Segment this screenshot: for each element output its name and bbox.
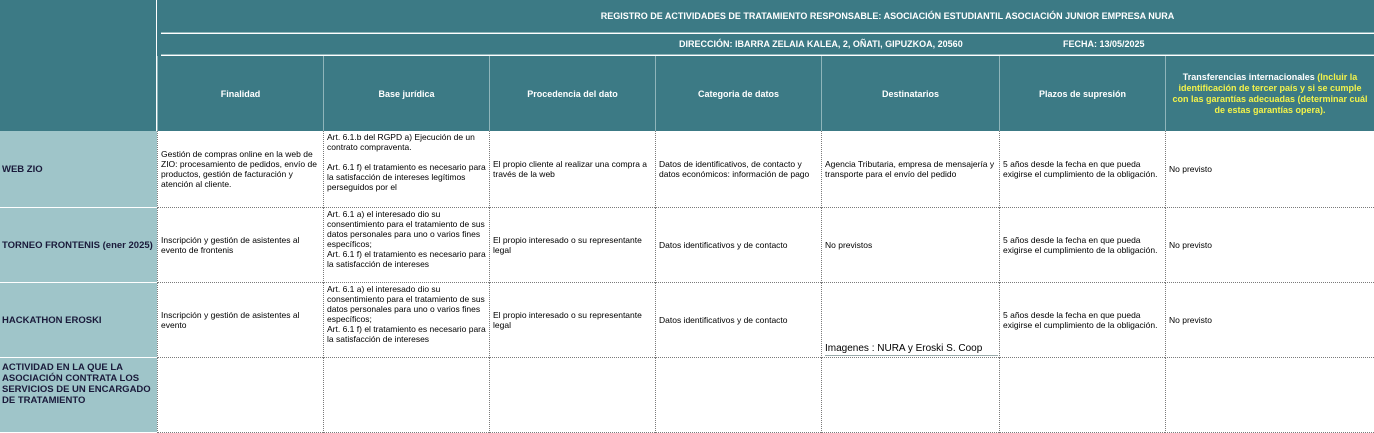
cell-base-juridica[interactable]: Art. 6.1 a) el interesado dio su consentimiento para el tratamiento de sus datos personales para uno o varios fines específicos; Art. 6.1 f) el tratamiento es necesario para la satisfacción de intereses — [323, 208, 489, 283]
row-label-hackathon-eroski[interactable] — [0, 283, 157, 358]
address-text: DIRECCIÓN: IBARRA ZELAIA KALEA, 2, OÑATI, GIPUZKOA, 20560 — [679, 39, 963, 49]
col-header-transferencias-note: (Incluir la identificación de tercer país y si se cumple con las garantías adecuadas (determinar cuál de estas garantías opera). — [1172, 71, 1368, 115]
address-row[interactable] — [161, 34, 1374, 55]
col-header-base-juridica[interactable] — [323, 56, 489, 131]
cell-text: Agencia Tributaria, empresa de mensajería y transporte para el envío del pedido — [825, 159, 995, 179]
cell-text: Datos identificativos y de contacto — [659, 315, 788, 325]
cell-categoria[interactable] — [655, 283, 821, 358]
date-text: FECHA: 13/05/2025 — [1063, 39, 1145, 49]
cell-base-juridica[interactable]: Art. 6.1.b del RGPD a) Ejecución de un contrato compraventa. Art. 6.1 f) el tratamiento es necesario para la satisfacción de intereses legítimos perseguidos por el — [323, 131, 489, 208]
cell-base-juridica[interactable] — [323, 358, 489, 433]
cell-text: Inscripción y gestión de asistentes al evento de frontenis — [161, 235, 300, 255]
cell-categoria[interactable] — [655, 131, 821, 208]
cell-transferencias[interactable] — [1165, 358, 1374, 433]
cell-plazos[interactable] — [999, 131, 1165, 208]
cell-text: 5 años desde la fecha en que pueda exigirse el cumplimiento de la obligación. — [1003, 310, 1158, 330]
register-title-text: REGISTRO DE ACTIVIDADES DE TRATAMIENTO RESPONSABLE: ASOCIACIÓN ESTUDIANTIL ASOCIACIÓN JUNIOR EMPRESA NURA — [600, 11, 1175, 21]
cell-base-juridica[interactable]: Art. 6.1 a) el interesado dio su consentimiento para el tratamiento de sus datos personales para uno o varios fines específicos; Art. 6.1 f) el tratamiento es necesario para la satisfacción de intereses — [323, 283, 489, 358]
cell-procedencia[interactable] — [489, 131, 655, 208]
cell-finalidad[interactable] — [157, 358, 323, 433]
cell-text: 5 años desde la fecha en que pueda exigirse el cumplimiento de la obligación. — [1003, 235, 1158, 255]
col-header-base-label: Base jurídica — [378, 88, 435, 99]
row-label-text: HACKATHON EROSKI — [2, 314, 102, 326]
cell-procedencia[interactable] — [489, 208, 655, 283]
col-header-finalidad[interactable] — [157, 56, 323, 131]
cell-finalidad[interactable] — [157, 208, 323, 283]
col-header-transferencias[interactable] — [1165, 56, 1374, 131]
cell-procedencia[interactable] — [489, 358, 655, 433]
cell-text: Datos de identificativos, de contacto y datos económicos: información de pago — [659, 159, 810, 179]
cell-text: 5 años desde la fecha en que pueda exigirse el cumplimiento de la obligación. — [1003, 159, 1158, 179]
cell-text: Gestión de compras online en la web de ZIO: procesamiento de pedidos, envío de productos, gestión de facturación y atención al cliente. — [161, 149, 317, 189]
cell-text: No previstos — [825, 240, 873, 250]
col-header-procedencia[interactable] — [489, 56, 655, 131]
col-header-destinatarios-label: Destinatarios — [881, 88, 940, 99]
cell-procedencia[interactable] — [489, 283, 655, 358]
row-label-text: WEB ZIO — [2, 163, 43, 175]
col-header-procedencia-label: Procedencia del dato — [527, 88, 618, 99]
col-header-finalidad-label: Finalidad — [220, 88, 261, 99]
col-header-transferencias-text — [1170, 72, 1370, 116]
cell-transferencias[interactable] — [1165, 131, 1374, 208]
cell-destinatarios-images-text[interactable]: Imagenes : NURA y Eroski S. Coop — [825, 343, 998, 356]
row-label-web-zio[interactable] — [0, 131, 157, 208]
col-header-transferencias-title: Transferencias internacionales — [1182, 71, 1315, 82]
cell-transferencias[interactable] — [1165, 208, 1374, 283]
cell-finalidad[interactable] — [157, 131, 323, 208]
row-label-text: ACTIVIDAD EN LA QUE LA ASOCIACIÓN CONTRATA LOS SERVICIOS DE UN ENCARGADO DE TRATAMIENTO — [2, 362, 151, 406]
cell-text: El propio cliente al realizar una compra a través de la web — [493, 159, 648, 179]
cell-text: No previsto — [1169, 240, 1212, 250]
cell-plazos[interactable] — [999, 208, 1165, 283]
col-header-plazos-label: Plazos de supresión — [1038, 88, 1127, 99]
cell-text: El propio interesado o su representante legal — [493, 310, 642, 330]
col-header-plazos[interactable] — [999, 56, 1165, 131]
cell-text: No previsto — [1169, 164, 1212, 174]
row-label-text: TORNEO FRONTENIS (ener 2025) — [2, 239, 153, 251]
cell-destinatarios[interactable] — [821, 131, 999, 208]
register-title[interactable] — [161, 0, 1374, 33]
row-label-torneo-frontenis[interactable] — [0, 208, 157, 283]
cell-categoria[interactable] — [655, 358, 821, 433]
cell-finalidad[interactable] — [157, 283, 323, 358]
col-header-categoria[interactable] — [655, 56, 821, 131]
col-header-destinatarios[interactable] — [821, 56, 999, 131]
cell-text: Inscripción y gestión de asistentes al evento — [161, 310, 300, 330]
cell-categoria[interactable] — [655, 208, 821, 283]
row-label-actividad-encargado[interactable] — [0, 358, 157, 433]
cell-plazos[interactable] — [999, 358, 1165, 433]
cell-text: El propio interesado o su representante legal — [493, 235, 642, 255]
cell-transferencias[interactable] — [1165, 283, 1374, 358]
cell-text: No previsto — [1169, 315, 1212, 325]
cell-destinatarios[interactable] — [821, 208, 999, 283]
cell-destinatarios[interactable] — [821, 358, 999, 433]
col-header-categoria-label: Categoria de datos — [697, 88, 780, 99]
corner-header-cell[interactable] — [0, 0, 157, 131]
cell-text: Datos identificativos y de contacto — [659, 240, 788, 250]
cell-plazos[interactable] — [999, 283, 1165, 358]
